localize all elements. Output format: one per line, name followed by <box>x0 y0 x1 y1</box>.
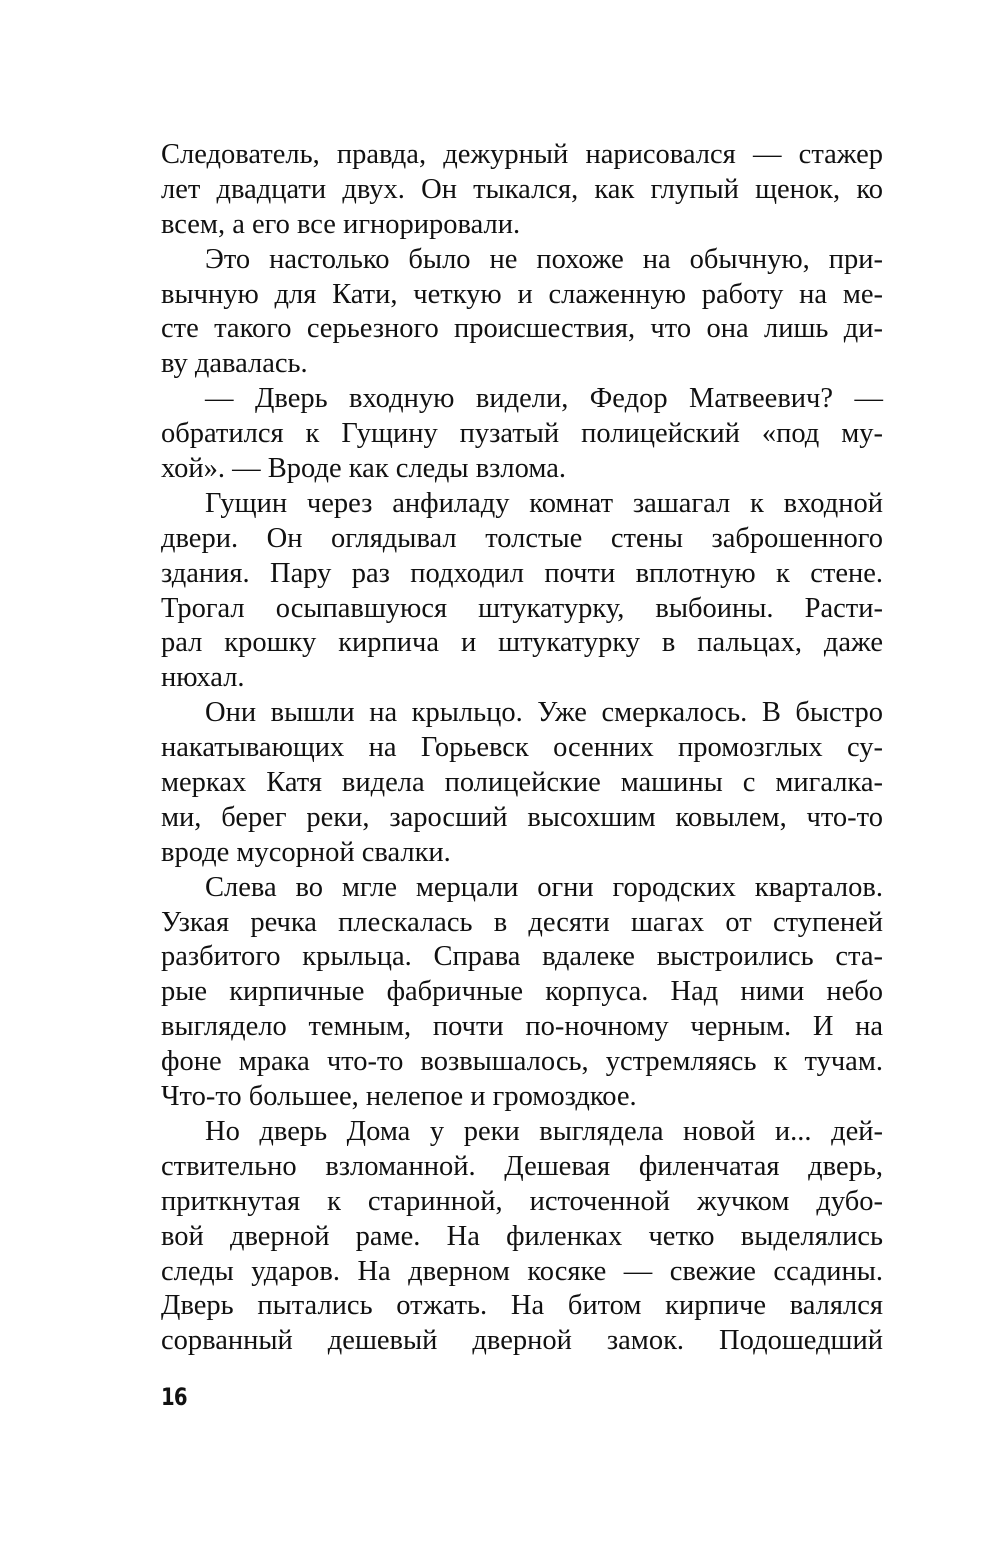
paragraph-3 <box>161 382 883 487</box>
text-line: ствительно взломанной. Дешевая филенчатая дверь, <box>161 1150 883 1182</box>
text-line: выглядело темным, почти по-ночному черным. И на <box>161 1011 883 1043</box>
text-line: обратился к Гущину пузатый полицейский «под му- <box>161 418 883 450</box>
text-line: ми, берег реки, заросший высохшим ковылем, что-то <box>161 801 883 833</box>
text-line: Слева во мгле мерцали огни городских кварталов. <box>205 871 883 903</box>
text-line: сорванный дешевый дверной замок. Подошедший <box>161 1325 883 1357</box>
text-line: Гущин через анфиладу комнат зашагал к входной <box>205 487 883 519</box>
text-line: вроде мусорной свалки. <box>161 836 451 868</box>
text-line: Они вышли на крыльцо. Уже смеркалось. В быстро <box>205 697 883 729</box>
paragraph-5 <box>161 696 883 870</box>
text-line: следы ударов. На дверном косяке — свежие ссадины. <box>161 1255 883 1287</box>
text-line: лет двадцати двух. Он тыкался, как глупый щенок, ко <box>161 173 883 205</box>
paragraph-4 <box>161 487 883 696</box>
text-line: Следователь, правда, дежурный нарисовался — стажер <box>161 139 883 170</box>
text-line: рые кирпичные фабричные корпуса. Над ними небо <box>161 976 883 1008</box>
text-line: — Дверь входную видели, Федор Матвеевич? — <box>205 383 883 415</box>
text-line: хой». — Вроде как следы взлома. <box>161 453 566 485</box>
text-line: Узкая речка плескалась в десяти шагах от ступеней <box>161 906 883 938</box>
text-line: Но дверь Дома у реки выглядела новой и... дей- <box>205 1115 883 1147</box>
paragraph-6 <box>161 871 883 1115</box>
page-number: 16 <box>161 1383 187 1411</box>
text-line: ву давалась. <box>161 348 308 380</box>
text-line: нюхал. <box>161 662 245 694</box>
text-line: всем, а его все игнорировали. <box>161 208 521 240</box>
text-line: разбитого крыльца. Справа вдалеке выстроились ста- <box>161 941 883 973</box>
text-line: накатывающих на Горьевск осенних промозглых су- <box>161 732 883 764</box>
text-line: приткнутая к старинной, источенной жучком дубо- <box>161 1185 883 1217</box>
text-line: Трогал осыпавшуюся штукатурку, выбоины. Расти- <box>161 592 883 624</box>
body-text <box>161 138 883 1359</box>
text-line: фоне мрака что-то возвышалось, устремляясь к тучам. <box>161 1046 883 1078</box>
text-line: вой дверной раме. На филенках четко выделялись <box>161 1220 883 1252</box>
paragraph-1 <box>161 138 883 243</box>
text-line: сте такого серьезного происшествия, что она лишь ди- <box>161 313 883 345</box>
text-line: Дверь пытались отжать. На битом кирпиче валялся <box>161 1290 883 1322</box>
paragraph-2 <box>161 243 883 383</box>
text-line: вычную для Кати, четкую и слаженную работу на ме- <box>161 278 883 310</box>
text-line: здания. Пару раз подходил почти вплотную к стене. <box>161 557 883 589</box>
text-line: рал крошку кирпича и штукатурку в пальцах, даже <box>161 627 883 659</box>
text-line: Это настолько было не похоже на обычную, при- <box>205 243 883 275</box>
text-line: Что-то большее, нелепое и громоздкое. <box>161 1081 637 1113</box>
text-line: двери. Он оглядывал толстые стены заброшенного <box>161 522 883 554</box>
paragraph-7 <box>161 1115 883 1359</box>
text-line: мерках Катя видела полицейские машины с мигалка- <box>161 767 883 799</box>
